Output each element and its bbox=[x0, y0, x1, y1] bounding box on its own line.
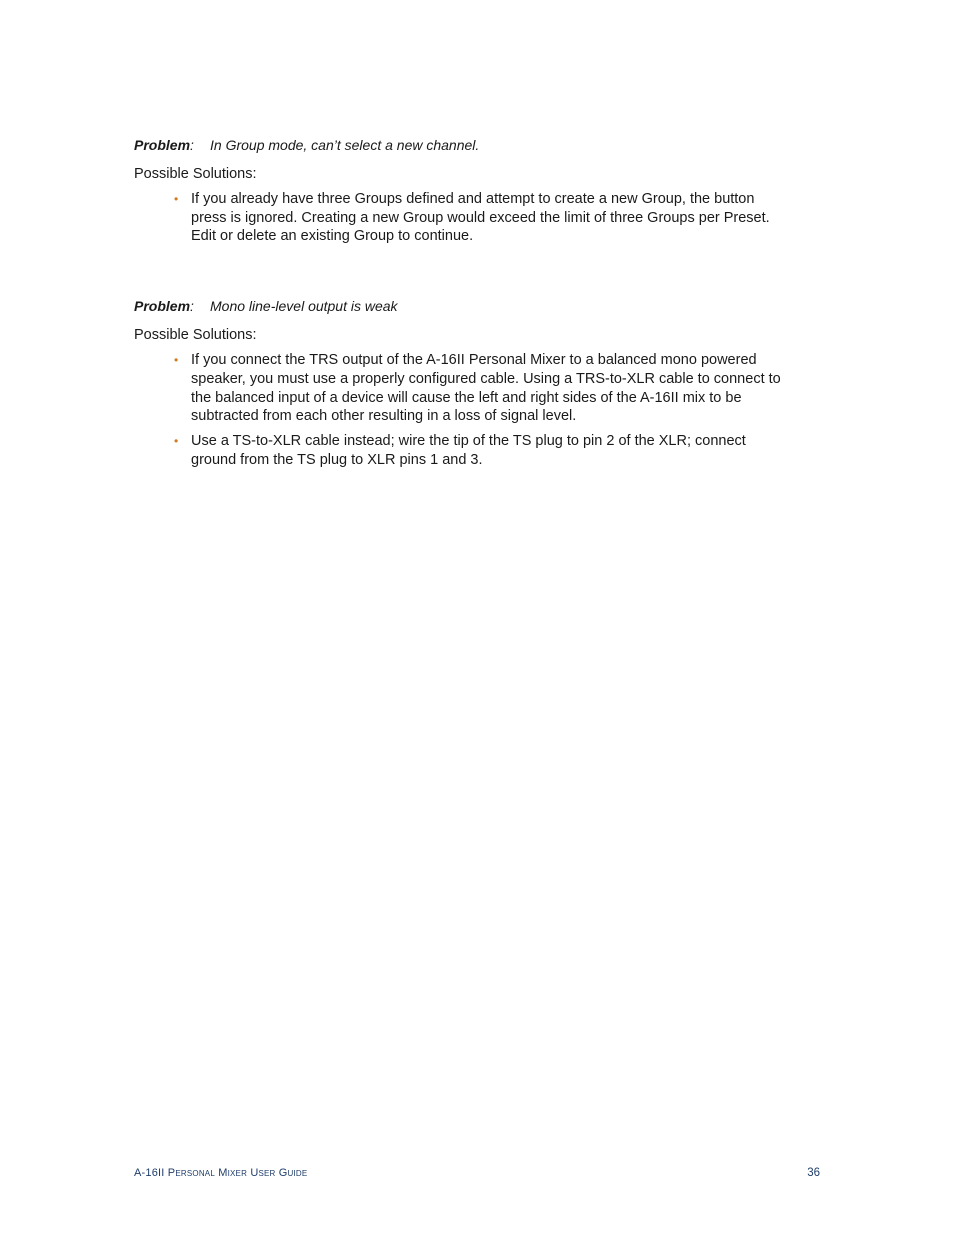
solution-text: Use a TS-to-XLR cable instead; wire the tip of the TS plug to pin 2 of the XLR; connect ground from the TS plug to XLR pins 1 and 3. bbox=[191, 432, 746, 468]
troubleshooting-section-2 bbox=[134, 297, 784, 469]
problem-colon: : bbox=[190, 298, 194, 315]
problem-colon: : bbox=[190, 137, 194, 153]
problem-text: Mono line-level output is weak bbox=[210, 298, 398, 315]
solution-text: If you connect the TRS output of the A-16II Personal Mixer to a balanced mono powered speaker, you must use a properly configured cable. Using a TRS-to-XLR cable to connect to the balanced input of a device will cause the left and right sides of the A-16II mix to be subtracted from each other resulting in a loss of signal level. bbox=[191, 352, 781, 425]
bullet-icon: • bbox=[174, 192, 179, 206]
document-body bbox=[134, 136, 784, 475]
section-spacer bbox=[134, 252, 784, 297]
solution-item bbox=[174, 190, 784, 246]
footer-page-number: 36 bbox=[807, 1167, 820, 1179]
solutions-list bbox=[134, 190, 784, 246]
solution-item bbox=[174, 351, 784, 426]
problem-heading bbox=[134, 297, 784, 316]
problem-label: Problem bbox=[134, 298, 191, 315]
footer-guide-title: A-16II Personal Mixer User Guide bbox=[134, 1167, 308, 1179]
possible-solutions-label: Possible Solutions: bbox=[134, 327, 257, 344]
solutions-list bbox=[134, 351, 784, 469]
possible-solutions-label: Possible Solutions: bbox=[134, 166, 257, 182]
bullet-icon: • bbox=[174, 433, 179, 448]
troubleshooting-section-1 bbox=[134, 136, 784, 246]
solution-text: If you already have three Groups defined and attempt to create a new Group, the button press is ignored. Creating a new Group would exceed the limit of three Groups per Preset. Edit or delete an existing Group to continue. bbox=[191, 191, 770, 245]
problem-label: Problem bbox=[134, 137, 191, 153]
problem-text: In Group mode, can’t select a new channel. bbox=[210, 137, 480, 153]
solution-item bbox=[174, 432, 784, 469]
problem-heading bbox=[134, 136, 784, 155]
bullet-icon: • bbox=[174, 353, 179, 368]
